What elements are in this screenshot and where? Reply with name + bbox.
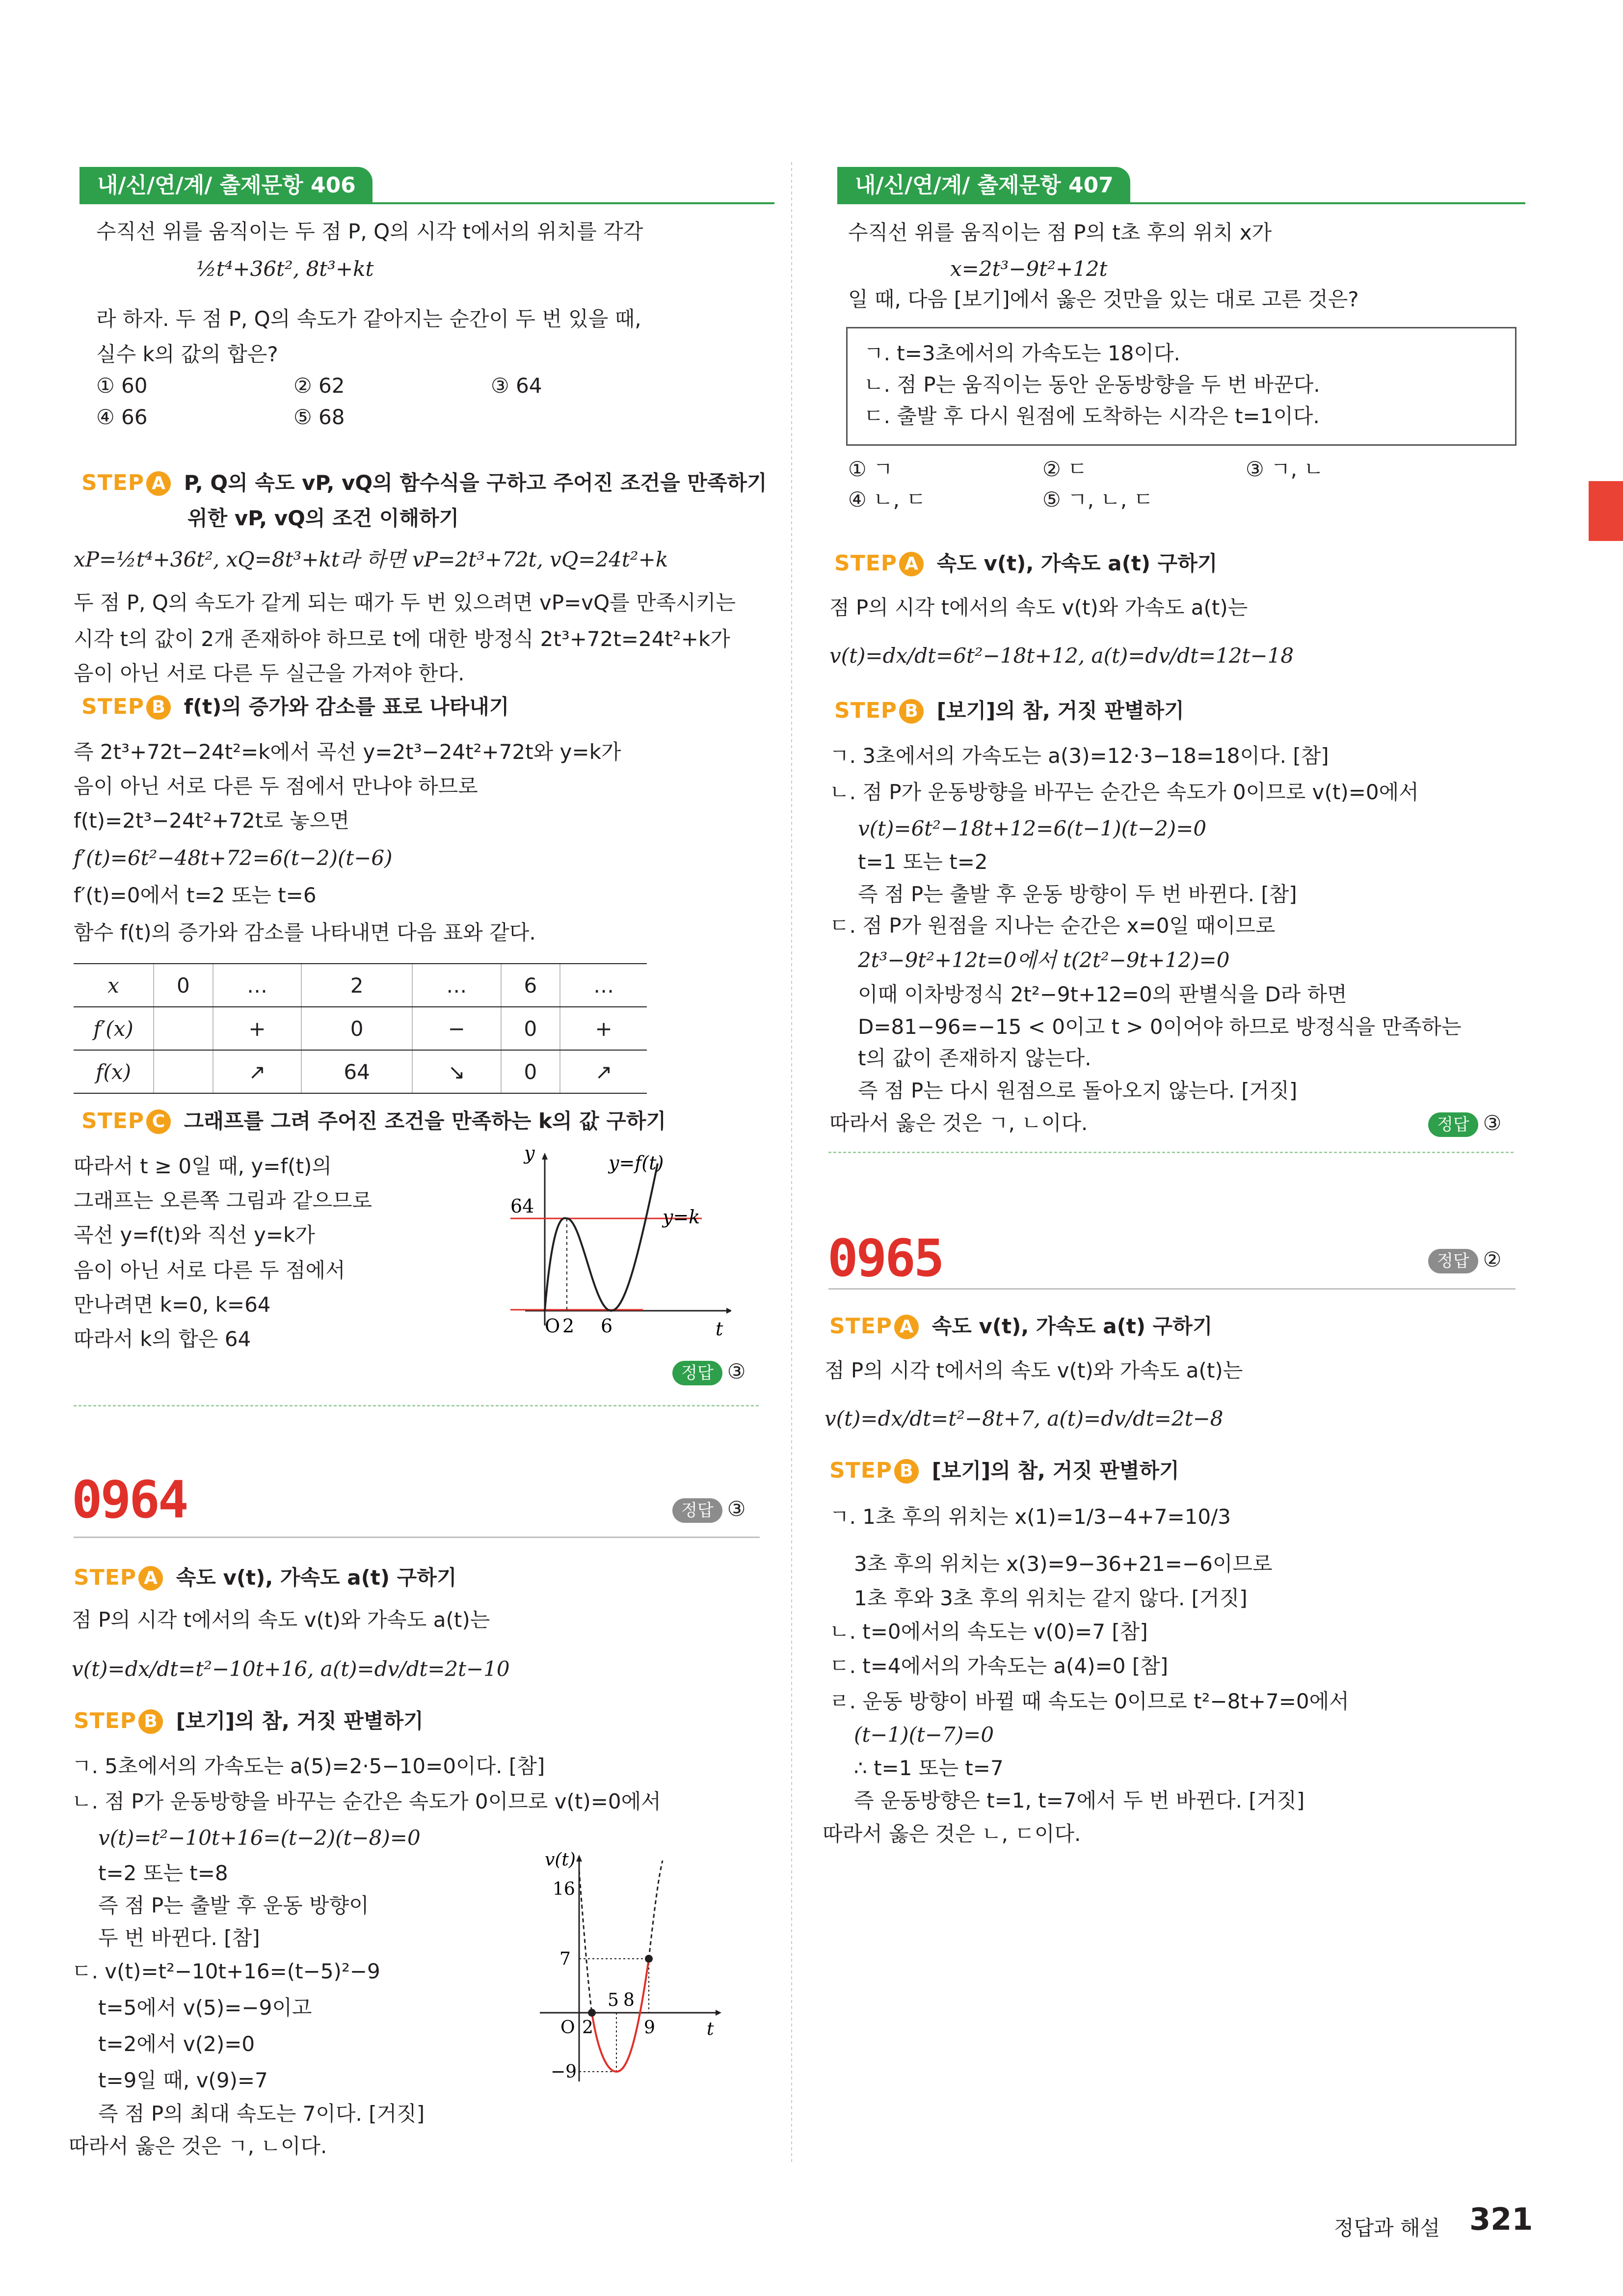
q406-choice-4[interactable]: ④ 66 bbox=[96, 405, 148, 429]
step-a-badge: A bbox=[146, 471, 171, 496]
q406-badge: 내/신/연/계/ 출제문항 406 bbox=[80, 167, 372, 204]
q0964-step-a-title: 속도 v(t), 가속도 a(t) 구하기 bbox=[176, 1566, 457, 1590]
answer-pill: 정답 bbox=[1428, 1112, 1478, 1137]
graph-t6-label: 6 bbox=[601, 1315, 613, 1337]
step-b-badge: B bbox=[899, 699, 924, 724]
graph-16-label: 16 bbox=[553, 1879, 575, 1899]
table-cell bbox=[154, 1007, 213, 1050]
table-cell: ↗ bbox=[560, 1050, 647, 1093]
graph-t-label: t bbox=[707, 2019, 714, 2039]
q0965-b-line-1: ㄱ. 1초 후의 위치는 x(1)=1/3−4+7=10/3 bbox=[829, 1505, 1231, 1529]
curve-y-f-t bbox=[545, 1163, 658, 1311]
q406-problem-line-4: 실수 k의 값의 합은? bbox=[96, 342, 278, 366]
q0965-b-line-4: ㄴ. t=0에서의 속도는 v(0)=7 [참] bbox=[829, 1620, 1148, 1644]
q406-step-b-line-4: f′(t)=6t²−48t+72=6(t−2)(t−6) bbox=[74, 846, 393, 870]
answer-value: ③ bbox=[1483, 1111, 1502, 1135]
graph-t9-label: 9 bbox=[644, 2018, 655, 2038]
q0964-step-a-line-2: v(t)=dx/dt=t²−10t+16, a(t)=dv/dt=2t−10 bbox=[72, 1657, 510, 1681]
q406-step-c-line-6: 따라서 k의 합은 64 bbox=[74, 1327, 251, 1351]
y-axis-arrow bbox=[542, 1153, 548, 1160]
q0965-step-a-line-2: v(t)=dx/dt=t²−8t+7, a(t)=dv/dt=2t−8 bbox=[825, 1406, 1224, 1431]
column-divider bbox=[791, 162, 792, 2165]
q407-b-line-1: ㄱ. 3초에서의 가속도는 a(3)=12·3−18=18이다. [참] bbox=[829, 744, 1329, 768]
divider bbox=[74, 1405, 760, 1406]
step-a-badge: A bbox=[894, 1315, 919, 1339]
q406-step-c-line-3: 곡선 y=f(t)와 직선 y=k가 bbox=[74, 1223, 315, 1247]
answer-pill: 정답 bbox=[672, 1361, 722, 1385]
q407-step-a-line-1: 점 P의 시각 t에서의 속도 v(t)와 가속도 a(t)는 bbox=[829, 595, 1248, 620]
q407-choice-1[interactable]: ① ㄱ bbox=[848, 457, 893, 481]
q407-step-b-heading bbox=[834, 698, 1184, 724]
table-cell: … bbox=[412, 964, 501, 1007]
graph-line-label: y=k bbox=[663, 1206, 700, 1228]
table-cell: − bbox=[412, 1007, 501, 1050]
graph-t8-label: 8 bbox=[623, 1990, 635, 2010]
table-row bbox=[74, 1007, 647, 1050]
q406-problem-line-1: 수직선 위를 움직이는 두 점 P, Q의 시각 t에서의 위치를 각각 bbox=[96, 219, 643, 243]
q0965-b-line-6: ㄹ. 운동 방향이 바뀔 때 속도는 0이므로 t²−8t+7=0에서 bbox=[829, 1689, 1349, 1713]
q406-step-b-line-1: 즉 2t³+72t−24t²=k에서 곡선 y=2t³−24t²+72t와 y=k가 bbox=[74, 740, 621, 764]
q0964-b-line-9: t=2에서 v(2)=0 bbox=[98, 2032, 255, 2056]
table-row bbox=[74, 1050, 647, 1093]
q406-step-a-line-2: 두 점 P, Q의 속도가 같게 되는 때가 두 번 있으려면 vP=vQ를 만족시키는 bbox=[74, 591, 736, 615]
q0965-b-line-5: ㄷ. t=4에서의 가속도는 a(4)=0 [참] bbox=[829, 1654, 1169, 1678]
step-label: STEP bbox=[74, 1565, 137, 1590]
graph-t-label: t bbox=[716, 1318, 723, 1340]
table-cell: 0 bbox=[501, 1007, 560, 1050]
table-cell: ↗ bbox=[213, 1050, 302, 1093]
q0965-b-line-2: 3초 후의 위치는 x(3)=9−36+21=−6이므로 bbox=[854, 1552, 1273, 1576]
table-cell: f(x) bbox=[74, 1050, 154, 1093]
q407-b-line-2: ㄴ. 점 P가 운동방향을 바꾸는 순간은 속도가 0이므로 v(t)=0에서 bbox=[829, 780, 1419, 804]
q406-step-c-line-1: 따라서 t ≥ 0일 때, y=f(t)의 bbox=[74, 1154, 332, 1178]
q0964-b-line-2: ㄴ. 점 P가 운동방향을 바꾸는 순간은 속도가 0이므로 v(t)=0에서 bbox=[72, 1789, 661, 1813]
q407-b-line-9: D=81−96=−15 < 0이고 t > 0이어야 하므로 방정식을 만족하는 bbox=[858, 1015, 1462, 1039]
q0965-step-a-heading bbox=[829, 1314, 1212, 1339]
q406-step-b-line-5: f′(t)=0에서 t=2 또는 t=6 bbox=[74, 883, 317, 907]
q407-step-a-heading bbox=[834, 551, 1217, 576]
q406-step-b-line-2: 음이 아닌 서로 다른 두 점에서 만나야 하므로 bbox=[74, 774, 478, 798]
step-label: STEP bbox=[81, 470, 145, 495]
q407-b-line-6: ㄷ. 점 P가 원점을 지나는 순간은 x=0일 때이므로 bbox=[829, 914, 1276, 938]
x-axis-arrow bbox=[726, 1308, 731, 1314]
q406-step-b-heading bbox=[81, 694, 509, 720]
q0965-step-a-line-1: 점 P의 시각 t에서의 속도 v(t)와 가속도 a(t)는 bbox=[825, 1358, 1243, 1382]
q407-step-a-line-2: v(t)=dx/dt=6t²−18t+12, a(t)=dv/dt=12t−18 bbox=[829, 644, 1294, 668]
x-axis-arrow bbox=[716, 2010, 721, 2016]
page-number: 321 bbox=[1469, 2201, 1533, 2237]
q407-choice-4[interactable]: ④ ㄴ, ㄷ bbox=[848, 487, 926, 512]
footer-label: 정답과 해설 bbox=[1334, 2216, 1440, 2240]
graph-t2-label: 2 bbox=[582, 2018, 593, 2038]
q406-step-c-title: 그래프를 그려 주어진 조건을 만족하는 k의 값 구하기 bbox=[184, 1109, 666, 1133]
graph-64-label: 64 bbox=[510, 1195, 534, 1217]
q0964-b-line-5: 즉 점 P는 출발 후 운동 방향이 bbox=[98, 1893, 369, 1918]
step-label: STEP bbox=[834, 698, 898, 723]
graph-7-label: 7 bbox=[559, 1949, 571, 1969]
table-cell: 2 bbox=[301, 964, 412, 1007]
q406-step-a-line-1: xP=½t⁴+36t², xQ=8t³+kt라 하면 vP=2t³+72t, vQ=24t²+k bbox=[74, 547, 668, 571]
q0965-step-b-heading bbox=[829, 1458, 1179, 1484]
q0965-b-line-8: ∴ t=1 또는 t=7 bbox=[854, 1756, 1004, 1780]
q406-step-b-title: f(t)의 증가와 감소를 표로 나타내기 bbox=[184, 695, 509, 719]
divider bbox=[828, 1152, 1516, 1153]
q407-b-line-3: v(t)=6t²−18t+12=6(t−1)(t−2)=0 bbox=[858, 816, 1207, 840]
table-cell: 0 bbox=[501, 1050, 560, 1093]
q407-bogi-2: ㄴ. 점 P는 움직이는 동안 운동방향을 두 번 바꾼다. bbox=[864, 373, 1320, 397]
q0964-step-b-heading bbox=[74, 1708, 424, 1734]
q0964-b-line-1: ㄱ. 5초에서의 가속도는 a(5)=2·5−10=0이다. [참] bbox=[72, 1754, 545, 1778]
q0964-b-line-3: v(t)=t²−10t+16=(t−2)(t−8)=0 bbox=[98, 1826, 421, 1850]
q407-problem-line-1: 수직선 위를 움직이는 점 P의 t초 후의 위치 x가 bbox=[848, 220, 1272, 244]
q0965-b-line-7: (t−1)(t−7)=0 bbox=[854, 1723, 994, 1747]
graph-y-label: y bbox=[524, 1149, 535, 1164]
step-label: STEP bbox=[81, 1108, 145, 1134]
q406-choice-5[interactable]: ⑤ 68 bbox=[293, 405, 345, 429]
q406-increase-decrease-table bbox=[74, 963, 647, 1094]
graph-origin-label: O bbox=[560, 2018, 575, 2038]
step-label: STEP bbox=[834, 551, 898, 576]
step-b-badge: B bbox=[894, 1459, 919, 1484]
q407-b-line-10: t의 값이 존재하지 않는다. bbox=[858, 1046, 1091, 1070]
y-axis-arrow bbox=[576, 1855, 582, 1862]
graph-t5-label: 5 bbox=[608, 1990, 619, 2010]
q406-step-b-line-3: f(t)=2t³−24t²+72t로 놓으면 bbox=[74, 809, 349, 833]
q406-step-c-line-5: 만나려면 k=0, k=64 bbox=[74, 1293, 271, 1317]
table-cell: … bbox=[213, 964, 302, 1007]
q407-b-line-4: t=1 또는 t=2 bbox=[858, 850, 988, 874]
q406-step-b-line-6: 함수 f(t)의 증가와 감소를 나타내면 다음 표와 같다. bbox=[74, 920, 536, 945]
q0965-answer bbox=[1428, 1247, 1501, 1273]
graph-curve-label: y=f(t) bbox=[609, 1152, 664, 1174]
q0964-graph bbox=[520, 1851, 726, 2086]
point-t9 bbox=[645, 1955, 653, 1963]
table-cell: ↘ bbox=[412, 1050, 501, 1093]
q406-problem-expression: ½t⁴+36t², 8t³+kt bbox=[196, 257, 374, 281]
q406-step-a-title: P, Q의 속도 vP, vQ의 함수식을 구하고 주어진 조건을 만족하기 bbox=[184, 471, 767, 495]
q407-problem-line-3: 일 때, 다음 [보기]에서 옳은 것만을 있는 대로 고른 것은? bbox=[848, 287, 1359, 311]
table-row bbox=[74, 964, 647, 1007]
table-cell: 64 bbox=[301, 1050, 412, 1093]
graph-neg9-label: −9 bbox=[551, 2062, 577, 2082]
q0964-conclusion: 따라서 옳은 것은 ㄱ, ㄴ이다. bbox=[69, 2134, 327, 2158]
q0965-step-a-title: 속도 v(t), 가속도 a(t) 구하기 bbox=[931, 1314, 1213, 1338]
table-cell: + bbox=[213, 1007, 302, 1050]
q0965-conclusion: 따라서 옳은 것은 ㄴ, ㄷ이다. bbox=[823, 1822, 1081, 1846]
q406-badge-underline bbox=[80, 202, 774, 204]
point-t2 bbox=[588, 2009, 596, 2017]
q407-b-line-8: 이때 이차방정식 2t²−9t+12=0의 판별식을 D라 하면 bbox=[858, 982, 1347, 1006]
q406-step-a-line-3: 시각 t의 값이 2개 존재하야 하므로 t에 대한 방정식 2t³+72t=24t²+k가 bbox=[74, 627, 730, 651]
q407-choice-5[interactable]: ⑤ ㄱ, ㄴ, ㄷ bbox=[1042, 487, 1154, 512]
q407-answer bbox=[1428, 1110, 1501, 1137]
q0964-b-line-4: t=2 또는 t=8 bbox=[98, 1861, 228, 1885]
q0964-number: 0964 bbox=[72, 1470, 187, 1530]
table-cell: 0 bbox=[301, 1007, 412, 1050]
step-a-badge: A bbox=[899, 552, 924, 576]
table-cell bbox=[154, 1050, 213, 1093]
answer-value: ② bbox=[1483, 1247, 1502, 1271]
graph-v-label: v(t) bbox=[545, 1851, 576, 1870]
q0965-b-line-9: 즉 운동방향은 t=1, t=7에서 두 번 바뀐다. [거짓] bbox=[854, 1788, 1305, 1812]
q0964-answer bbox=[672, 1496, 745, 1523]
curve-v-t bbox=[592, 1959, 649, 2072]
step-label: STEP bbox=[74, 1708, 137, 1733]
q407-b-line-7: 2t³−9t²+12t=0에서 t(2t²−9t+12)=0 bbox=[858, 948, 1230, 972]
q406-problem-line-3: 라 하자. 두 점 P, Q의 속도가 같아지는 순간이 두 번 있을 때, bbox=[96, 307, 641, 331]
q407-bogi-1: ㄱ. t=3초에서의 가속도는 18이다. bbox=[864, 341, 1180, 365]
q406-step-c-line-4: 음이 아닌 서로 다른 두 점에서 bbox=[74, 1258, 346, 1282]
table-cell: f′(x) bbox=[74, 1007, 154, 1050]
step-c-badge: C bbox=[146, 1109, 171, 1134]
q407-step-b-title: [보기]의 참, 거짓 판별하기 bbox=[936, 699, 1184, 723]
step-label: STEP bbox=[829, 1314, 893, 1339]
q407-choice-2[interactable]: ② ㄷ bbox=[1042, 457, 1088, 481]
q406-choice-3[interactable]: ③ 64 bbox=[491, 374, 542, 398]
q0965-number: 0965 bbox=[827, 1228, 943, 1288]
q407-b-line-5: 즉 점 P는 출발 후 운동 방향이 두 번 바뀐다. [참] bbox=[858, 882, 1297, 906]
q406-step-a-line-4: 음이 아닌 서로 다른 두 실근을 가져야 한다. bbox=[74, 661, 465, 685]
answer-value: ③ bbox=[727, 1497, 746, 1521]
q406-choice-2[interactable]: ② 62 bbox=[293, 374, 345, 398]
q406-step-c-heading bbox=[81, 1108, 666, 1134]
graph-t2-label: 2 bbox=[562, 1315, 575, 1337]
q0964-rule bbox=[74, 1537, 760, 1538]
q407-problem-expression: x=2t³−9t²+12t bbox=[950, 257, 1108, 281]
q0965-step-b-title: [보기]의 참, 거짓 판별하기 bbox=[931, 1459, 1179, 1483]
q407-bogi-3: ㄷ. 출발 후 다시 원점에 도착하는 시각은 t=1이다. bbox=[864, 404, 1320, 428]
table-cell: 0 bbox=[154, 964, 213, 1007]
step-b-badge: B bbox=[146, 695, 171, 720]
answer-value: ③ bbox=[727, 1359, 746, 1383]
q0964-step-a-heading bbox=[74, 1565, 456, 1591]
q407-badge: 내/신/연/계/ 출제문항 407 bbox=[837, 167, 1130, 204]
q406-answer bbox=[672, 1359, 745, 1385]
q0965-b-line-3: 1초 후와 3초 후의 위치는 같지 않다. [거짓] bbox=[854, 1586, 1248, 1610]
q407-choice-3[interactable]: ③ ㄱ, ㄴ bbox=[1246, 457, 1324, 481]
curve-dashed-right bbox=[649, 1861, 663, 1959]
q0964-step-a-line-1: 점 P의 시각 t에서의 속도 v(t)와 가속도 a(t)는 bbox=[72, 1608, 490, 1632]
q406-step-a-title-2: 위한 vP, vQ의 조건 이해하기 bbox=[187, 506, 459, 530]
q407-b-line-11: 즉 점 P는 다시 원점으로 돌아오지 않는다. [거짓] bbox=[858, 1079, 1298, 1103]
step-label: STEP bbox=[81, 694, 145, 719]
q407-step-a-title: 속도 v(t), 가속도 a(t) 구하기 bbox=[936, 551, 1218, 575]
q0964-b-line-11: 즉 점 P의 최대 속도는 7이다. [거짓] bbox=[98, 2102, 425, 2126]
table-cell: 6 bbox=[501, 964, 560, 1007]
q0965-rule bbox=[828, 1288, 1516, 1290]
graph-origin-label: O bbox=[545, 1315, 560, 1337]
table-cell: + bbox=[560, 1007, 647, 1050]
curve-dashed-left bbox=[579, 1870, 592, 2013]
step-a-badge: A bbox=[138, 1566, 163, 1591]
q406-step-c-line-2: 그래프는 오른쪽 그림과 같으므로 bbox=[74, 1189, 372, 1213]
q0964-b-line-6: 두 번 바뀐다. [참] bbox=[98, 1926, 260, 1950]
q406-choice-1[interactable]: ① 60 bbox=[96, 374, 148, 398]
table-cell: x bbox=[74, 964, 154, 1007]
q406-step-a-heading bbox=[81, 470, 767, 496]
q0964-b-line-8: t=5에서 v(5)=−9이고 bbox=[98, 1996, 312, 2020]
step-label: STEP bbox=[829, 1458, 893, 1483]
q407-conclusion: 따라서 옳은 것은 ㄱ, ㄴ이다. bbox=[829, 1111, 1088, 1135]
section-tab-marker bbox=[1589, 481, 1623, 541]
q407-badge-underline bbox=[837, 202, 1525, 204]
step-b-badge: B bbox=[138, 1709, 163, 1734]
answer-pill: 정답 bbox=[1428, 1249, 1478, 1273]
table-cell: … bbox=[560, 964, 647, 1007]
q0964-b-line-7: ㄷ. v(t)=t²−10t+16=(t−5)²−9 bbox=[72, 1959, 380, 1983]
answer-pill: 정답 bbox=[672, 1498, 722, 1523]
q406-graph bbox=[496, 1149, 731, 1345]
q0964-b-line-10: t=9일 때, v(9)=7 bbox=[98, 2068, 268, 2092]
q0964-step-b-title: [보기]의 참, 거짓 판별하기 bbox=[176, 1709, 424, 1733]
